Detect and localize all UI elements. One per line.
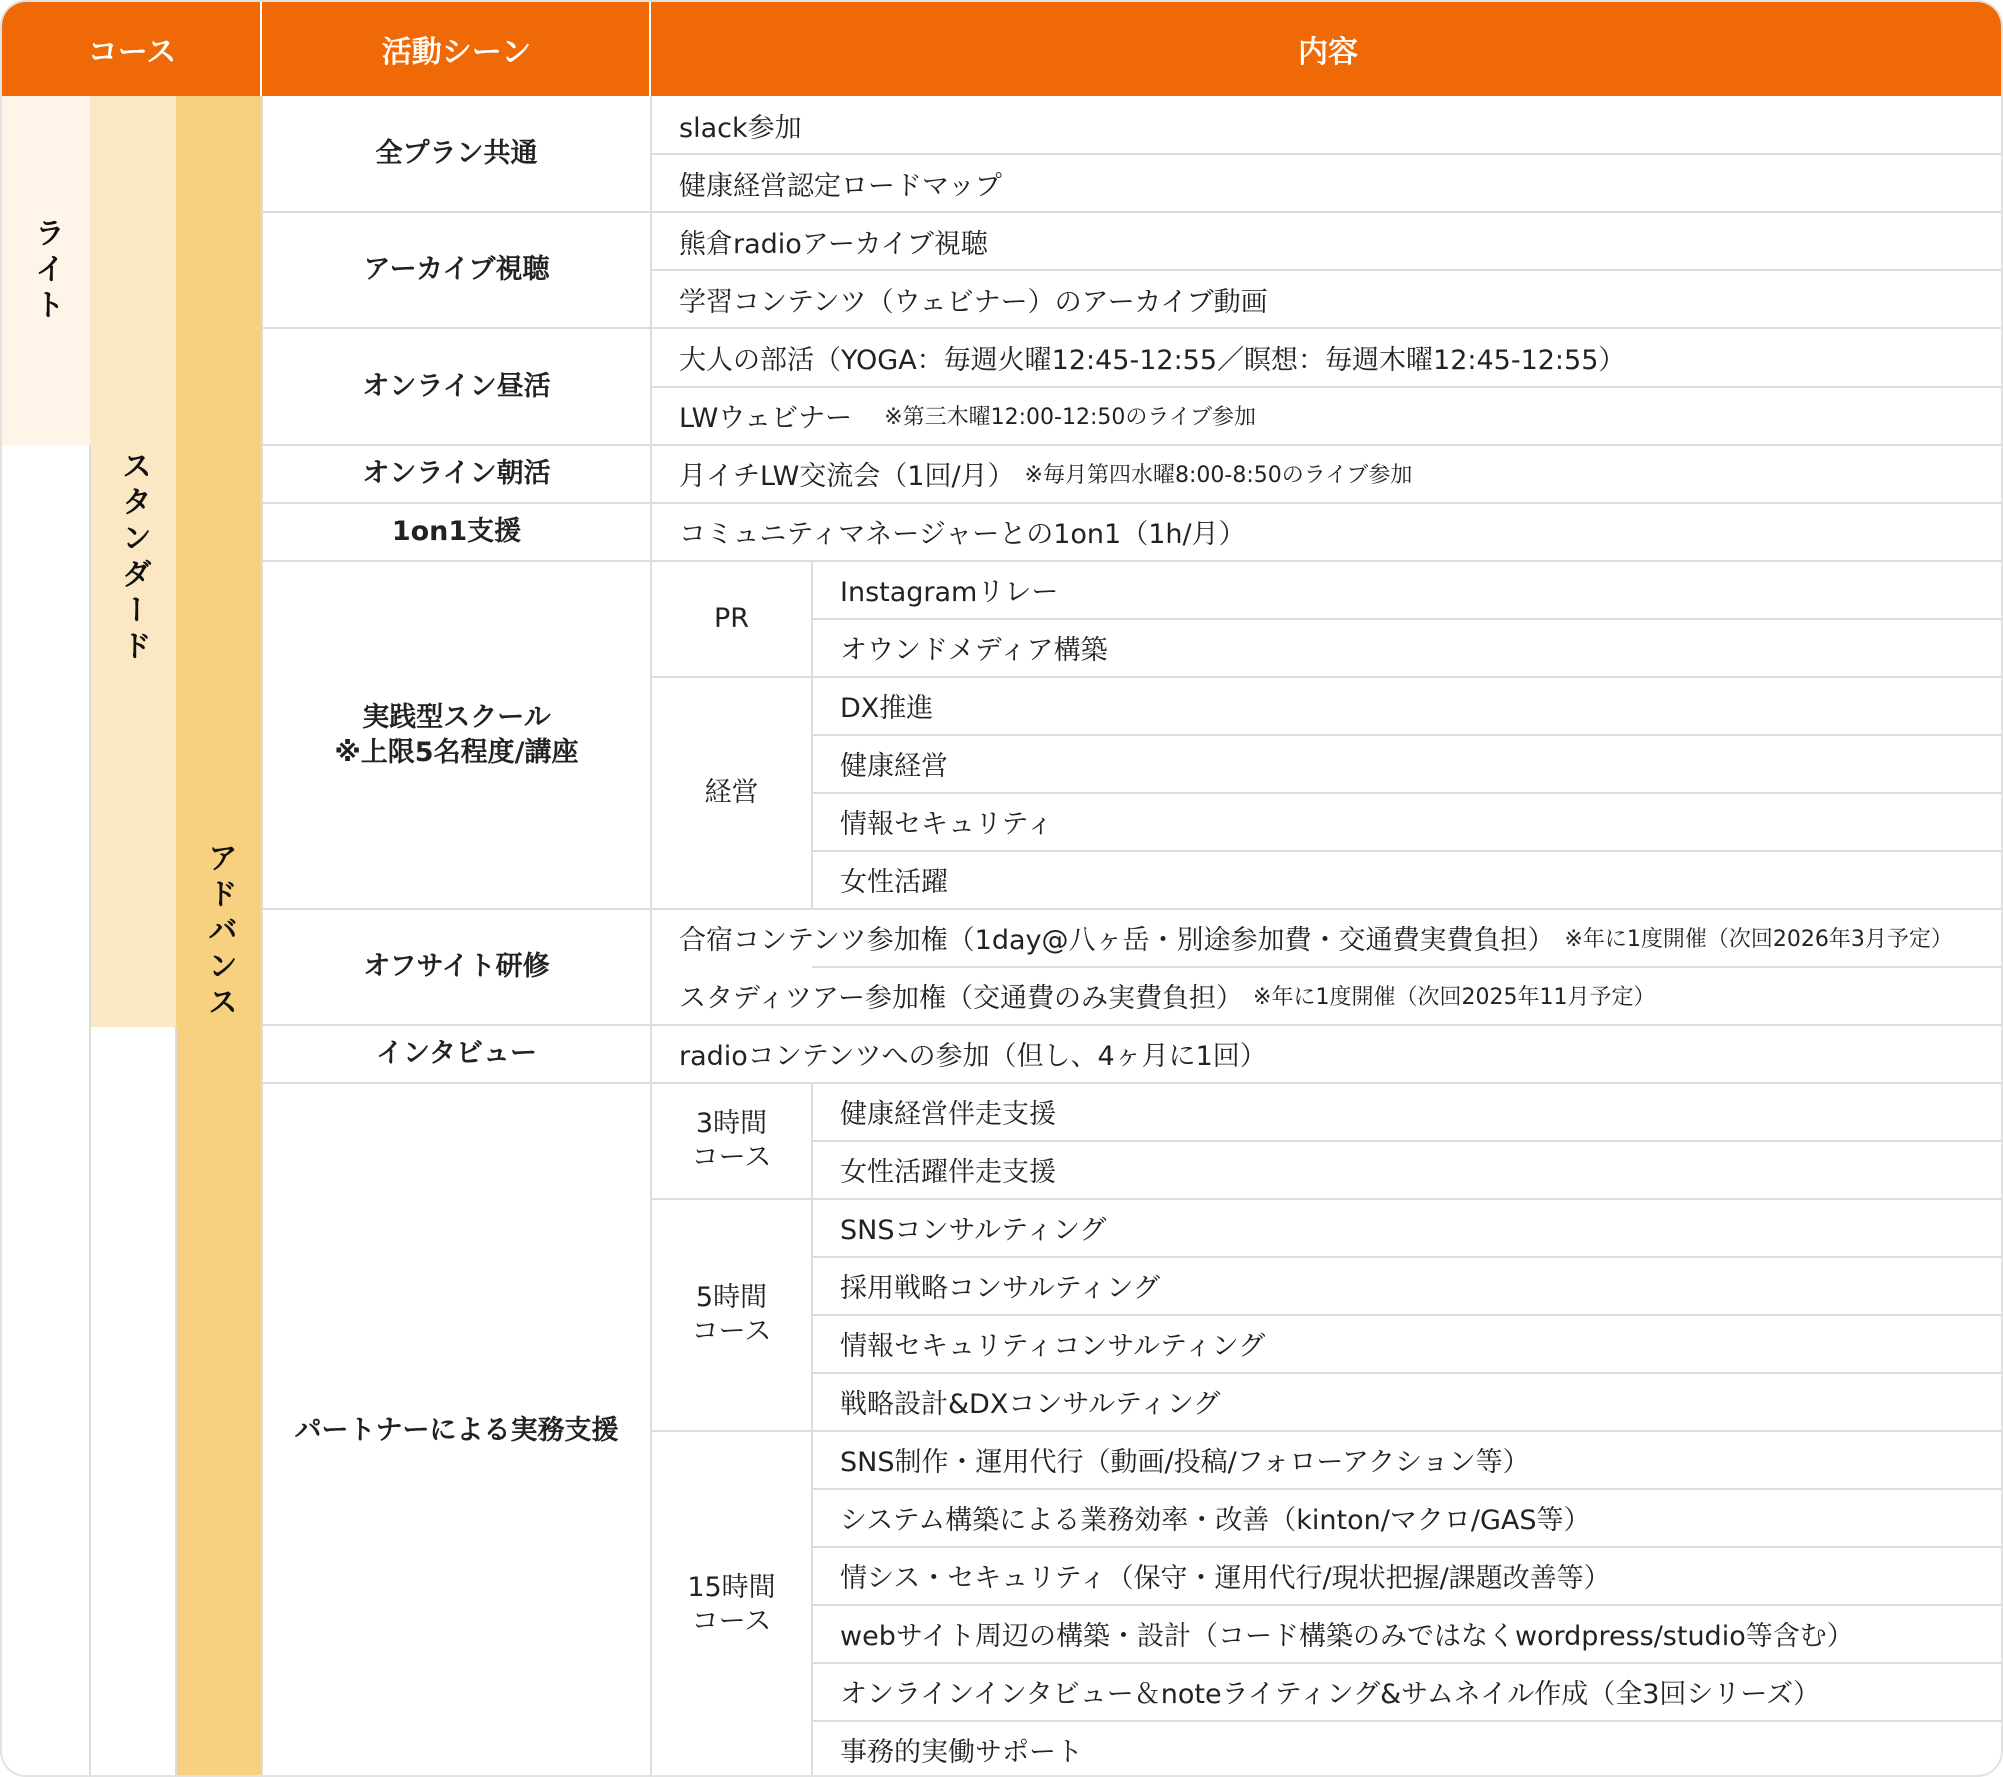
- table-row: [651, 1024, 2003, 1082]
- table-row: [812, 560, 2003, 618]
- scene-all-plans: 全プラン共通: [375, 138, 538, 170]
- column-divider: [811, 1083, 813, 1777]
- table-body: [2, 2, 2003, 1777]
- header-course: コース: [2, 2, 262, 96]
- header-divider: [649, 2, 651, 96]
- course-label-standard: スタンダード: [116, 450, 151, 666]
- row-text: オウンドメディア構築: [840, 634, 1108, 666]
- row-text: 情シス・セキュリティ（保守・運用代行/現状把握/課題改善等）: [840, 1562, 1611, 1594]
- row-text: slack参加: [679, 112, 802, 144]
- table-row: [812, 1720, 2003, 1777]
- row-text: 健康経営: [840, 750, 948, 782]
- table-row: [812, 1198, 2003, 1256]
- table-row: [812, 1488, 2003, 1546]
- table-row: [651, 212, 2003, 270]
- row-divider: [651, 676, 2003, 678]
- row-text: オンラインインタビュー＆noteライティング&サムネイル作成（全3回シリーズ）: [840, 1678, 1821, 1710]
- column-divider: [89, 445, 91, 1777]
- row-text: 女性活躍伴走支援: [840, 1156, 1056, 1188]
- column-divider: [811, 561, 813, 909]
- table-row: [812, 1662, 2003, 1720]
- row-text: webサイト周辺の構築・設計（コード構築のみではなくwordpress/studio等含む）: [840, 1620, 1854, 1652]
- row-note: ※年に1度開催（次回2025年11月予定）: [1253, 984, 1656, 1010]
- row-divider: [812, 1314, 2003, 1316]
- scene-1on1: 1on1支援: [391, 516, 522, 548]
- table-row: [812, 1604, 2003, 1662]
- table-row: [812, 1430, 2003, 1488]
- table-row: [812, 1082, 2003, 1140]
- header-divider: [260, 2, 262, 96]
- row-divider: [262, 211, 2003, 213]
- table-row: [651, 386, 2003, 444]
- scene-online-morning: オンライン朝活: [362, 458, 551, 490]
- table-row: [651, 96, 2003, 154]
- header-content: 内容: [651, 2, 2003, 96]
- row-divider: [812, 1256, 2003, 1258]
- row-divider: [651, 1198, 2003, 1200]
- row-divider: [812, 734, 2003, 736]
- table-row: [812, 1546, 2003, 1604]
- scene-online-lunch: オンライン昼活: [362, 370, 551, 402]
- row-divider: [812, 966, 2003, 968]
- row-text: コミュニティマネージャーとの1on1（1h/月）: [679, 518, 1246, 550]
- row-text: 健康経営伴走支援: [840, 1098, 1056, 1130]
- column-divider: [650, 96, 652, 1777]
- row-text: 熊倉radioアーカイブ視聴: [679, 228, 988, 260]
- row-divider: [812, 1546, 2003, 1548]
- subgroup-15h-course: 15時間 コース: [687, 1572, 776, 1637]
- table-row: [651, 328, 2003, 386]
- row-divider: [812, 792, 2003, 794]
- table-row: [812, 850, 2003, 908]
- row-divider: [812, 850, 2003, 852]
- row-divider: [812, 1662, 2003, 1664]
- row-text: Instagramリレー: [840, 576, 1059, 608]
- row-divider: [651, 1430, 2003, 1432]
- row-text: SNSコンサルティング: [840, 1214, 1107, 1246]
- row-text: スタディツアー参加権（交通費のみ実費負担）: [679, 982, 1244, 1014]
- course-band-light: [2, 96, 90, 445]
- subgroup-management: 経営: [704, 777, 759, 809]
- row-text: 情報セキュリティコンサルティング: [840, 1330, 1266, 1362]
- table-row: [812, 1256, 2003, 1314]
- row-text: 学習コンテンツ（ウェビナー）のアーカイブ動画: [679, 286, 1268, 318]
- course-band-standard: [90, 96, 176, 1027]
- scene-offsite: オフサイト研修: [363, 951, 550, 983]
- scene-partner-support: パートナーによる実務支援: [294, 1415, 619, 1447]
- table-row: [651, 270, 2003, 328]
- subgroup-3h-course: 3時間 コース: [691, 1108, 772, 1173]
- row-divider: [262, 560, 2003, 562]
- course-label-advance: アドバンス: [202, 842, 237, 1022]
- table-row: [651, 966, 2003, 1024]
- row-divider: [812, 1720, 2003, 1722]
- scene-interview: インタビュー: [376, 1038, 537, 1070]
- row-text: 合宿コンテンツ参加権（1day@八ヶ岳・別途参加費・交通費実費負担）: [679, 924, 1555, 956]
- subgroup-5h-course: 5時間 コース: [691, 1282, 772, 1347]
- scene-archive: アーカイブ視聴: [363, 254, 550, 286]
- table-row: [812, 1140, 2003, 1198]
- row-text: 事務的実働サポート: [840, 1736, 1083, 1768]
- row-text: 健康経営認定ロードマップ: [679, 170, 1002, 202]
- row-divider: [812, 1140, 2003, 1142]
- row-divider: [812, 618, 2003, 620]
- table-row: [812, 734, 2003, 792]
- table-row: [812, 618, 2003, 676]
- subgroup-pr: PR: [713, 603, 750, 635]
- row-text: radioコンテンツへの参加（但し、4ヶ月に1回）: [679, 1040, 1267, 1072]
- row-divider: [262, 1082, 2003, 1084]
- table-row: [812, 676, 2003, 734]
- table-row: [651, 502, 2003, 560]
- row-divider: [812, 1372, 2003, 1374]
- row-note: ※年に1度開催（次回2026年3月予定）: [1564, 926, 1953, 952]
- row-divider: [262, 444, 2003, 446]
- row-divider: [651, 386, 2003, 388]
- row-divider: [651, 269, 2003, 271]
- table-row: [812, 1314, 2003, 1372]
- table-row: [651, 908, 2003, 966]
- table-row: [812, 792, 2003, 850]
- row-divider: [812, 1488, 2003, 1490]
- row-divider: [262, 327, 2003, 329]
- row-text: 情報セキュリティ: [840, 808, 1054, 840]
- table-row: [651, 154, 2003, 212]
- row-text: 月イチLW交流会（1回/月）: [679, 460, 1015, 492]
- header-scene: 活動シーン: [262, 2, 651, 96]
- column-divider: [261, 96, 263, 1777]
- row-text: 大人の部活（YOGA：毎週火曜12:45-12:55／瞑想：毎週木曜12:45-12:55）: [679, 344, 1626, 376]
- course-label-light: ライト: [29, 216, 64, 325]
- row-divider: [262, 908, 2003, 910]
- row-divider: [812, 1604, 2003, 1606]
- scene-practical-school: 実践型スクール ※上限5名程度/講座: [334, 701, 579, 768]
- row-divider: [262, 502, 2003, 504]
- row-divider: [262, 1024, 2003, 1026]
- row-note: ※第三木曜12:00-12:50のライブ参加: [862, 404, 1257, 430]
- row-text: 女性活躍: [840, 866, 948, 898]
- column-divider: [175, 1027, 177, 1777]
- row-text: 採用戦略コンサルティング: [840, 1272, 1160, 1304]
- table-row: [651, 444, 2003, 502]
- course-band-advance: [176, 96, 262, 1777]
- row-note: ※毎月第四水曜8:00-8:50のライブ参加: [1024, 462, 1413, 488]
- row-text: 戦略設計&DXコンサルティング: [840, 1388, 1221, 1420]
- row-divider: [651, 153, 2003, 155]
- table-row: [812, 1372, 2003, 1430]
- row-text: DX推進: [840, 692, 934, 724]
- row-text: SNS制作・運用代行（動画/投稿/フォローアクション等）: [840, 1446, 1530, 1478]
- row-text: LWウェビナー: [679, 402, 853, 434]
- row-text: システム構築による業務効率・改善（kinton/マクロ/GAS等）: [840, 1504, 1591, 1536]
